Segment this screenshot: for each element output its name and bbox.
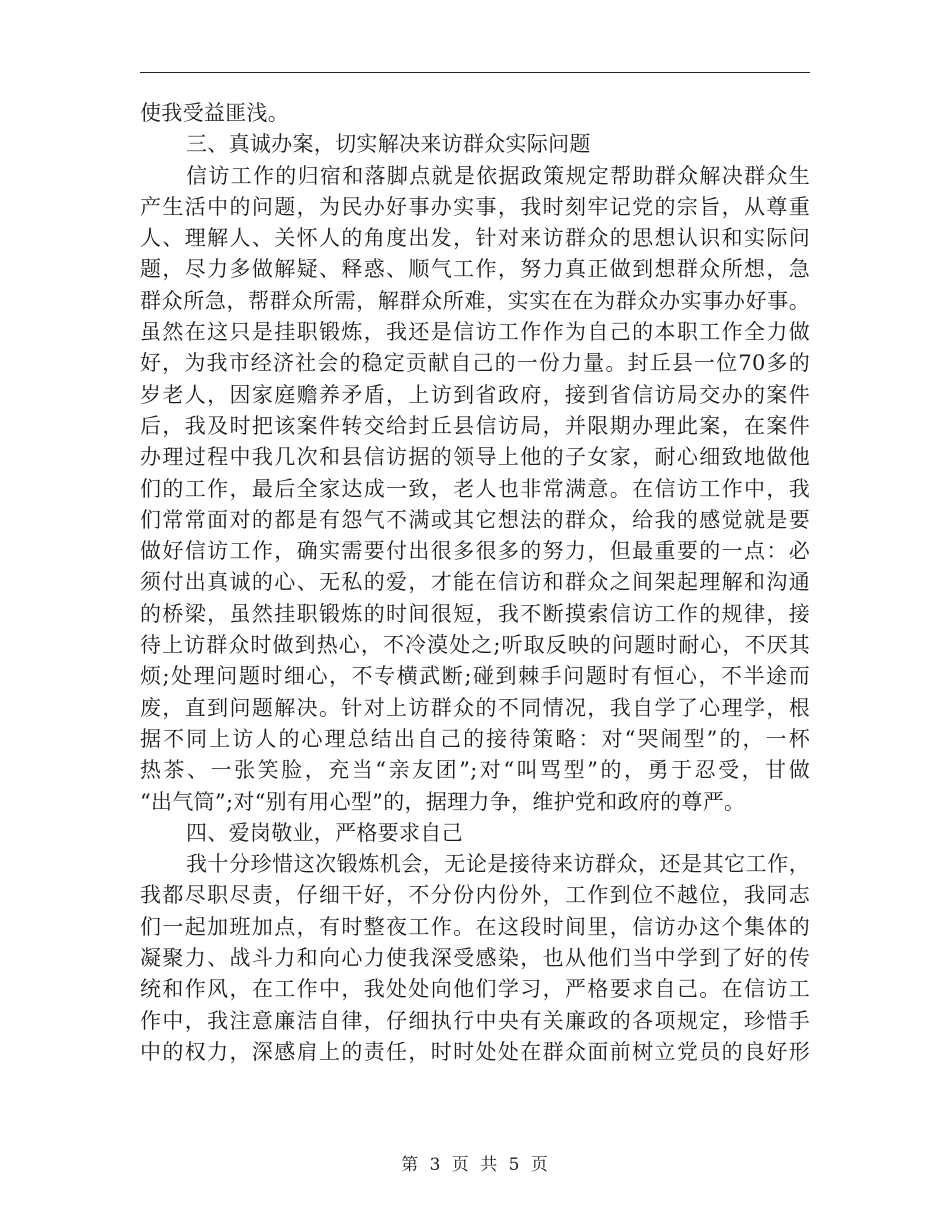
text-line: 做好信访工作，确实需要付出很多很多的努力，但最重要的一点：必 [140, 539, 810, 564]
text-line: 三、真诚办案，切实解决来访群众实际问题 [186, 132, 591, 157]
text-line: 岁老人，因家庭赡养矛盾，上访到省政府，接到省信访局交办的案件 [140, 382, 810, 407]
text-line: 后，我及时把该案件转交给封丘县信访局，并限期办理此案，在案件 [140, 413, 810, 438]
text-line: 信访工作的归宿和落脚点就是依据政策规定帮助群众解决群众生 [186, 163, 810, 188]
text-line: 中的权力，深感肩上的责任，时时处处在群众面前树立党员的良好形 [140, 1039, 810, 1064]
text-line: 办理过程中我几次和县信访据的领导上他的子女家，耐心细致地做他 [140, 445, 810, 470]
text-line: 产生活中的问题，为民办好事办实事，我时刻牢记党的宗旨，从尊重 [140, 194, 810, 219]
text-line: 须付出真诚的心、无私的爱，才能在信访和群众之间架起理解和沟通 [140, 570, 810, 595]
text-line: 我十分珍惜这次锻炼机会，无论是接待来访群众，还是其它工作， [186, 852, 810, 877]
text-line: 统和作风，在工作中，我处处向他们学习，严格要求自己。在信访工 [140, 977, 810, 1002]
text-line: 四、爱岗敬业，严格要求自己 [186, 820, 463, 845]
text-line: 废，直到问题解决。针对上访群众的不同情况，我自学了心理学，根 [140, 695, 810, 720]
page-footer [0, 1150, 950, 1175]
text-line: 作中，我注意廉洁自律，仔细执行中央有关廉政的各项规定，珍惜手 [140, 1008, 810, 1033]
footer-page-number: 3 [429, 1155, 442, 1175]
document-body [140, 98, 810, 1068]
text-line: 据不同上访人的心理总结出自己的接待策略：对“哭闹型”的，一杯 [140, 726, 810, 751]
text-line: 凝聚力、战斗力和向心力使我深受感染，也从他们当中学到了好的传 [140, 946, 810, 971]
text-line: 好，为我市经济社会的稳定贡献自己的一份力量。封丘县一位70多的 [140, 351, 810, 376]
text-line: 们的工作，最后全家达成一致，老人也非常满意。在信访工作中，我 [140, 476, 810, 501]
header-divider [140, 72, 810, 73]
text-line: 我都尽职尽责，仔细干好，不分份内份外，工作到位不越位，我同志 [140, 883, 810, 908]
footer-total-prefix: 共 [480, 1155, 499, 1175]
footer-total-pages: 5 [508, 1155, 521, 1175]
text-line: 烦;处理问题时细心，不专横武断;碰到棘手问题时有恒心，不半途而 [140, 664, 810, 689]
text-line: 群众所急，帮群众所需，解群众所难，实实在在为群众办实事办好事。 [140, 288, 810, 313]
footer-page-label: 页 [451, 1155, 470, 1175]
text-line: 热茶、一张笑脸，充当“亲友团”;对“叫骂型”的，勇于忍受，甘做 [140, 758, 810, 783]
text-line: 题，尽力多做解疑、释惑、顺气工作，努力真正做到想群众所想，急 [140, 257, 810, 282]
text-line: 待上访群众时做到热心，不冷漠处之;听取反映的问题时耐心，不厌其 [140, 633, 810, 658]
text-line: 虽然在这只是挂职锻炼，我还是信访工作作为自己的本职工作全力做 [140, 320, 810, 345]
footer-total-label: 页 [530, 1155, 549, 1175]
text-line: 们一起加班加点，有时整夜工作。在这段时间里，信访办这个集体的 [140, 914, 810, 939]
text-line: 使我受益匪浅。 [140, 101, 290, 125]
text-line: 的桥梁，虽然挂职锻炼的时间很短，我不断摸索信访工作的规律，接 [140, 601, 810, 626]
text-line: 人、理解人、关怀人的角度出发，针对来访群众的思想认识和实际问 [140, 226, 810, 251]
footer-prefix: 第 [401, 1155, 420, 1175]
text-line: 们常常面对的都是有怨气不满或其它想法的群众，给我的感觉就是要 [140, 507, 810, 532]
text-line: “出气筒”;对“别有用心型”的，据理力争，维护党和政府的尊严。 [140, 789, 746, 814]
